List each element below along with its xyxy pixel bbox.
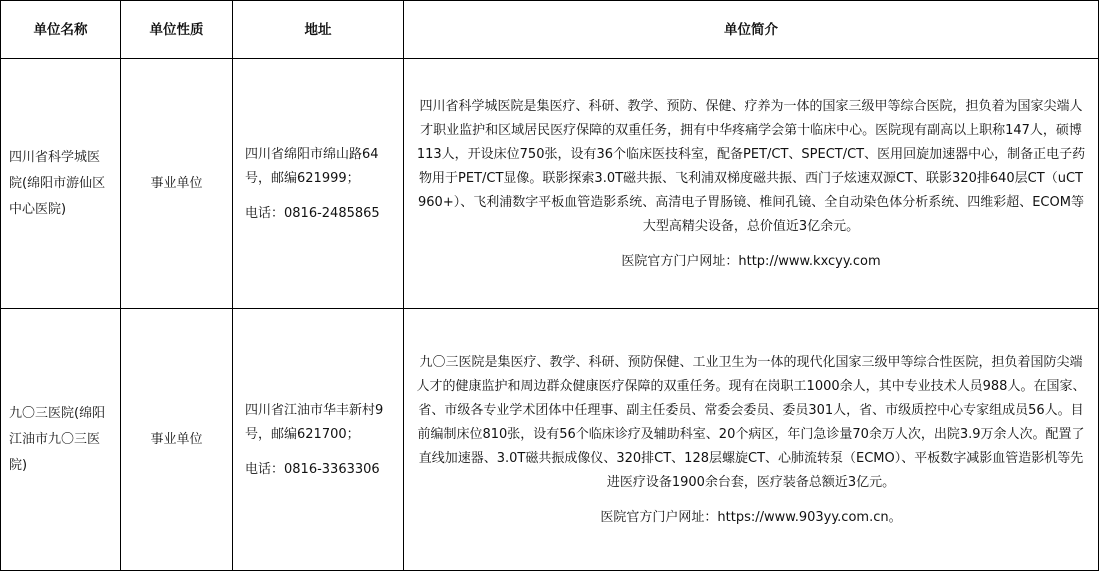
- intro-text: 四川省科学城医院是集医疗、科研、教学、预防、保健、疗养为一体的国家三级甲等综合医院，担负着为国家尖端人才职业监护和区域居民医疗保障的双重任务，拥有中华疼痛学会第十临床中心。医院现有副高以上职称147人，硕博113人，开设床位750张，设有36个临床医技科室，配备PET/CT、SPECT/CT、医用回旋加速器中心，制备正电子药物用于PET/CT显像。联影探索3.0T磁共振、飞利浦双梯度磁共振、西门子炫速双源CT、联影320排640层CT（uCT 960+）、飞利浦数字平板血管造影系统、高清电子胃肠镜、椎间孔镜、全自动染色体分析系统、四维彩超、ECOM等大型高精尖设备，总价值近3亿余元。: [416, 98, 1086, 234]
- header-row: [1, 1, 1099, 59]
- address-cell: [233, 309, 404, 571]
- intro-text: 九〇三医院是集医疗、教学、科研、预防保健、工业卫生为一体的现代化国家三级甲等综合性医院，担负着国防尖端人才的健康监护和周边群众健康医疗保障的双重任务。现有在岗职工1000余人，其中专业技术人员988人。在国家、省、市级各专业学术团体中任理事、副主任委员、常委会委员、委员301人，省、市级质控中心专家组成员56人。目前编制床位810张，设有56个临床诊疗及辅助科室、20个病区，年门急诊量70余万人次，出院3.9万余人次。配置了直线加速器、3.0T磁共振成像仪、320排CT、128层螺旋CT、心肺流转泵（ECMO）、平板数字减影血管造影机等先进医疗设备1900余台套，医疗装备总额近3亿元。: [416, 354, 1086, 490]
- phone-text: 电话：0816-3363306: [245, 461, 380, 477]
- phone-text: 电话：0816-2485865: [245, 205, 380, 221]
- website-text: 医院官方门户网址：https://www.903yy.com.cn。: [600, 509, 902, 525]
- unit-name-cell: 九〇三医院(绵阳江油市九〇三医院): [1, 309, 121, 571]
- header-unit-nature: 单位性质: [121, 1, 233, 59]
- address-cell: [233, 59, 404, 309]
- unit-name-cell: 四川省科学城医院(绵阳市游仙区中心医院): [1, 59, 121, 309]
- header-unit-intro: 单位简介: [404, 1, 1099, 59]
- unit-nature-cell: 事业单位: [121, 59, 233, 309]
- header-unit-name: 单位名称: [1, 1, 121, 59]
- unit-intro-cell: [404, 309, 1099, 571]
- website-text: 医院官方门户网址：http://www.kxcyy.com: [621, 253, 881, 269]
- table-row: [1, 59, 1099, 309]
- header-address: 地址: [233, 1, 404, 59]
- address-text: 四川省绵阳市绵山路64号，邮编621999；: [245, 146, 379, 186]
- address-text: 四川省江油市华丰新村9号，邮编621700；: [245, 402, 384, 442]
- table-row: [1, 309, 1099, 571]
- unit-nature-cell: 事业单位: [121, 309, 233, 571]
- unit-intro-cell: [404, 59, 1099, 309]
